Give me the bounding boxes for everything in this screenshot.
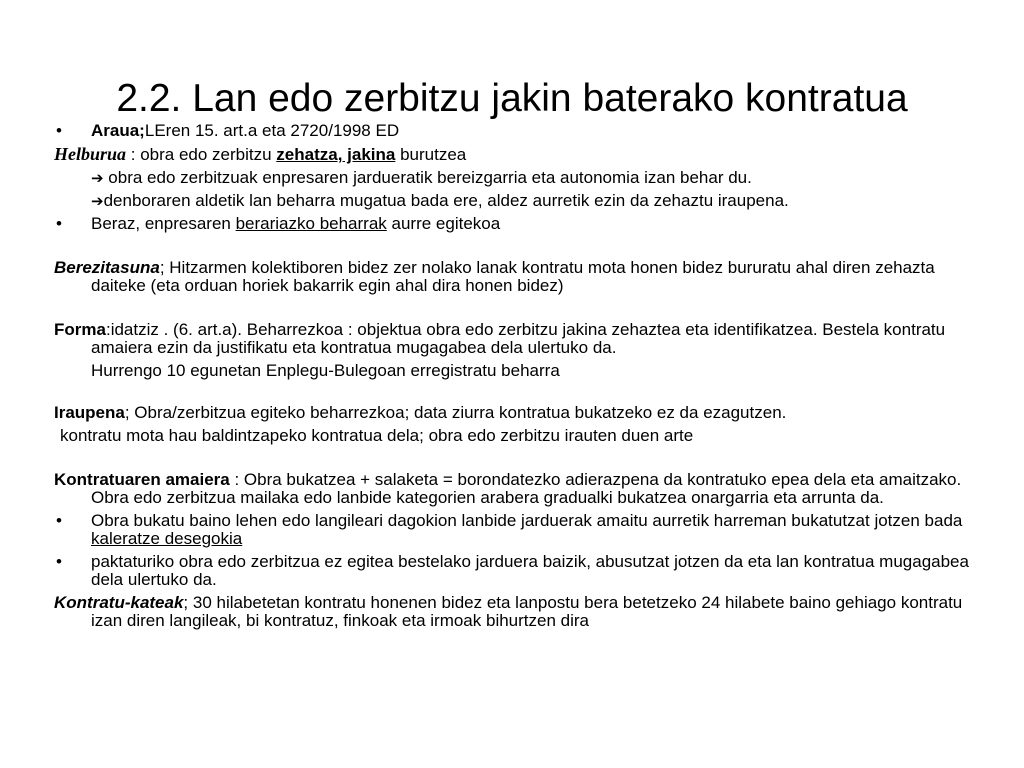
arrow-right-icon: ➔ — [91, 192, 104, 210]
iraupena-extra: kontratu mota hau baldintzapeko kontratua dela; obra edo zerbitzu irauten duen arte — [60, 426, 694, 445]
iraupena-paragraph — [54, 404, 984, 422]
bullet-araua — [54, 122, 984, 140]
helburua-text1: : obra edo zerbitzu — [126, 145, 277, 164]
helburua-text2: burutzea — [395, 145, 467, 164]
slide-title: 2.2. Lan edo zerbitzu jakin baterako kontratua — [116, 77, 908, 121]
amaiera-text: : Obra bukatzea + salaketa = borondatezko adierazpena da kontratuko epea dela eta amaitzako. Obra edo zerbitzua mailaka edo lanbide kategorien arabera gradualki bukatzea onargarria eta arrunta da. — [91, 470, 962, 507]
amaiera-label: Kontratuaren amaiera — [54, 470, 230, 489]
beraz-underlined: berariazko beharrak — [235, 214, 387, 233]
bullet-paktaturiko: • paktaturiko obra edo zerbitzua ez egitea bestelako jarduera baizik, abusutzat jotzen da eta lan kontratua mugagabea dela ulertuko da. — [54, 553, 984, 589]
araua-label: Araua; — [91, 121, 145, 140]
arrow-line-1 — [54, 169, 984, 187]
berezitasuna-label: Berezitasuna — [54, 258, 160, 277]
amaiera-paragraph — [54, 471, 984, 507]
bullet-beraz — [54, 215, 984, 233]
helburua-underlined: zehatza, jakina — [276, 145, 396, 164]
iraupena-text: ; Obra/zerbitzua egiteko beharrezkoa; data ziurra kontratua bukatzeko ez da ezagutzen. — [124, 403, 787, 422]
araua-text: LEren 15. art.a eta 2720/1998 ED — [144, 121, 400, 140]
forma-paragraph — [54, 321, 984, 357]
arrow-line-2 — [54, 192, 984, 210]
berezitasuna-text: ; Hitzarmen kolektiboren bidez zer nolako lanak kontratu mota honen bidez bururatu ahal diren zehazta daiteke (eta orduan horiek bakarrik egin ahal dira honen bidez) — [91, 258, 935, 295]
helburua-label: Helburua — [54, 144, 127, 164]
obra-text1: Obra bukatu baino lehen edo langileari dagokion lanbide jarduerak amaitu aurretik harreman bukatutzat jotzen bada — [91, 511, 963, 530]
forma-extra: Hurrengo 10 egunetan Enplegu-Bulegoan erregistratu beharra — [91, 361, 560, 380]
bullet-obra — [54, 512, 984, 548]
beraz-text1: Beraz, enpresaren — [91, 214, 236, 233]
kateak-label: Kontratu-kateak — [54, 593, 184, 612]
arrow-right-icon: ➔ — [91, 169, 104, 187]
kateak-text: ; 30 hilabetetan kontratu honenen bidez eta lanpostu bera betetzeko 24 hilabete baino gehiago kontratu izan diren langileak, bi kontratuz, finkoak eta irmoak bihurtzen dira — [91, 593, 963, 630]
kateak-paragraph — [54, 594, 984, 630]
slide-body — [54, 122, 984, 630]
forma-text: :idatziz . (6. art.a). Beharrezkoa : objektua obra edo zerbitzu jakina zehaztea eta identifikatzea. Bestela kontratu amaiera ezin da justifikatu eta kontratua mugagabea dela ulertuko da. — [91, 320, 946, 357]
iraupena-label: Iraupena — [54, 403, 125, 422]
obra-underlined: kaleratze desegokia — [91, 529, 243, 548]
arrow-line-2-text: denboraren aldetik lan beharra mugatua bada ere, aldez aurretik ezin da zehaztu iraupena. — [103, 191, 789, 210]
helburua-line — [54, 145, 984, 164]
berezitasuna-paragraph — [54, 259, 984, 295]
forma-label: Forma — [54, 320, 106, 339]
beraz-text2: aurre egitekoa — [386, 214, 501, 233]
arrow-line-1-text: obra edo zerbitzuak enpresaren jardueratik bereizgarria eta autonomia izan behar du. — [103, 168, 752, 187]
